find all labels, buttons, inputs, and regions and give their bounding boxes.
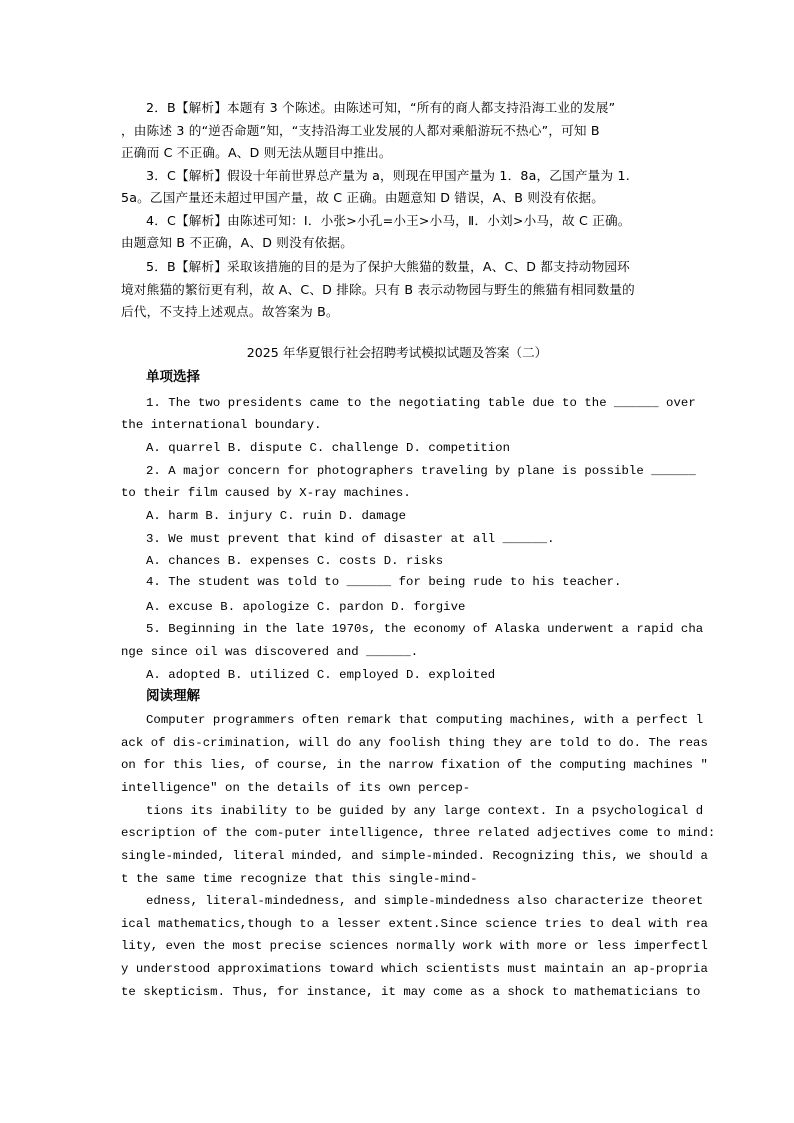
passage-line: escription of the com-puter intelligence, three related adjectives come to mind:: [121, 826, 716, 840]
passage-line: on for this lies, of course, in the narrow fixation of the computing machines ″: [121, 758, 708, 772]
passage-line: tions its inability to be guided by any large context. In a psychological d: [146, 804, 704, 818]
answer-3-line-2: 5a。乙国产量还未超过甲国产量，故 C 正确。由题意知 D 错误，A、B 则没有依据。: [121, 190, 605, 205]
single-choice-heading: 单项选择: [146, 369, 200, 385]
answer-2-line-1: 2．B【解析】本题有 3 个陈述。由陈述可知，“所有的商人都支持沿海工业的发展”: [146, 100, 616, 115]
question-stem-line: 5. Beginning in the late 1970s, the economy of Alaska underwent a rapid cha: [146, 622, 704, 636]
question-options: A. chances B. expenses C. costs D. risks: [146, 554, 444, 568]
passage-line: ical mathematics,though to a lesser extent.Since science tries to deal with rea: [121, 917, 708, 931]
answer-2-line-2: ，由陈述 3 的“逆否命题”知，“支持沿海工业发展的人都对乘船游玩不热心”，可知 B: [121, 123, 600, 138]
answer-5-line-2: 境对熊猫的繁衍更有利，故 A、C、D 排除。只有 B 表示动物园与野生的熊猫有相同数量的: [121, 282, 635, 297]
question-options: A. quarrel B. dispute C. challenge D. competition: [146, 441, 511, 455]
question-stem-line: 4. The student was told to ______ for being rude to his teacher.: [146, 575, 622, 589]
question-options: A. adopted B. utilized C. employed D. exploited: [146, 668, 496, 682]
answer-2-line-3: 正确而 C 不正确。A、D 则无法从题目中推出。: [121, 145, 392, 160]
question-stem-line: to their film caused by X-ray machines.: [121, 486, 411, 500]
question-stem-line: 2. A major concern for photographers traveling by plane is possible ______: [146, 464, 696, 478]
passage-line: Computer programmers often remark that computing machines, with a perfect l: [146, 713, 704, 727]
passage-line: intelligence″ on the details of its own percep-: [121, 781, 471, 795]
passage-line: edness, literal-mindedness, and simple-mindedness also characterize theoret: [146, 894, 704, 908]
answer-5-line-3: 后代，不支持上述观点。故答案为 B。: [121, 304, 339, 319]
question-options: A. harm B. injury C. ruin D. damage: [146, 509, 407, 523]
reading-heading: 阅读理解: [146, 688, 200, 704]
answer-5-line-1: 5．B【解析】采取该措施的目的是为了保护大熊猫的数量，A、C、D 都支持动物园环: [146, 259, 630, 274]
passage-line: te skepticism. Thus, for instance, it may come as a shock to mathematicians to: [121, 985, 701, 999]
question-stem-line: 1. The two presidents came to the negotiating table due to the ______ over: [146, 396, 696, 410]
answer-4-line-2: 由题意知 B 不正确，A、D 则没有依据。: [121, 235, 354, 250]
question-stem-line: nge since oil was discovered and ______.: [121, 645, 419, 659]
passage-line: ack of dis-crimination, will do any foolish thing they are told to do. The reas: [121, 736, 708, 750]
passage-line: lity, even the most precise sciences normally work with more or less imperfectl: [121, 939, 708, 953]
passage-line: y understood approximations toward which scientists must maintain an ap-propria: [121, 962, 708, 976]
answer-4-line-1: 4．C【解析】由陈述可知：Ⅰ．小张>小孔=小王>小马，Ⅱ．小刘>小马，故 C 正确。: [146, 213, 631, 228]
answer-3-line-1: 3．C【解析】假设十年前世界总产量为 a，则现在甲国产量为 1．8a，乙国产量为 1.: [146, 168, 630, 183]
passage-line: t the same time recognize that this single-mind-: [121, 872, 478, 886]
question-stem-line: 3. We must prevent that kind of disaster at all ______.: [146, 532, 555, 546]
exam-title: 2025 年华夏银行社会招聘考试模拟试题及答案（二）: [246, 345, 548, 360]
question-stem-line: the international boundary.: [121, 418, 322, 432]
question-options: A. excuse B. apologize C. pardon D. forgive: [146, 600, 466, 614]
passage-line: single-minded, literal minded, and simple-minded. Recognizing this, we should a: [121, 849, 708, 863]
